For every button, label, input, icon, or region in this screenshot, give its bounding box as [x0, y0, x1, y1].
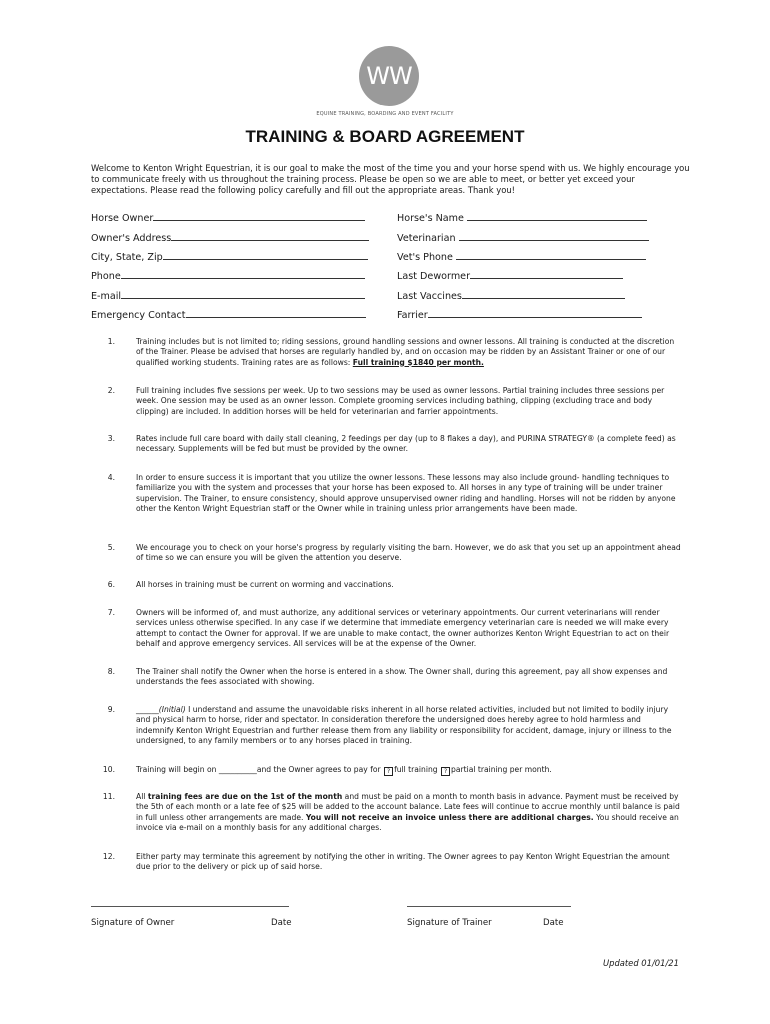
item-number: 10.	[102, 765, 115, 774]
field-veterinarian[interactable]: Veterinarian	[397, 231, 649, 244]
item-text: In order to ensure success it is important that you utilize the owner lessons. These lessons may also include ground- handling techniques to familiarize you with the system and processes that your horse has been exposed to. All horses in any type of training will be under trainer supervision. The Trainer, to ensure consistency, should approve unsupervised owner riding and handling. Horses will not be ridden by anyone other the Kenton Wright Equestrian staff or the Owner while in training unless prior arrangements have been made.	[136, 473, 676, 513]
field-city-state-zip[interactable]: City, State, Zip	[91, 250, 368, 263]
item-number: 5.	[107, 543, 115, 552]
field-horses-name[interactable]: Horse's Name	[397, 211, 647, 224]
field-last-vaccines[interactable]: Last Vaccines	[397, 289, 625, 302]
item-text: The Trainer shall notify the Owner when the horse is entered in a show. The Owner shall, during this agreement, pay all show expenses and understands the fees associated with showing.	[136, 667, 668, 687]
item-number: 3.	[107, 434, 115, 443]
full-training-checkbox[interactable]: ?	[384, 767, 393, 776]
owner-date-label: Date	[271, 918, 292, 928]
field-horse-owner[interactable]: Horse Owner	[91, 211, 365, 224]
partial-training-checkbox[interactable]: ?	[441, 767, 450, 776]
item-text: ______(Initial) I understand and assume the unavoidable risks inherent in all horse related activities, included but not limited to bodily injury and physical harm to horse, rider and spectator. In consideration therefore the undersigned does hereby agree to hold harmless and indemnify Kenton Wright Equestrian and further release them from any liability or responsibility for accident, damage, injury or illness to the undersigned, to any family members or to any horses placed in training.	[136, 705, 672, 745]
updated-date: Updated 01/01/21	[603, 958, 679, 968]
field-email[interactable]: E-mail	[91, 289, 365, 302]
logo-text: WW	[366, 62, 412, 90]
item-text: Rates include full care board with daily stall cleaning, 2 feedings per day (up to 8 flakes a day), and PURINA STRATEGY® (a complete feed) as necessary. Supplements will be fed but must be provided by the owner.	[136, 434, 676, 454]
field-last-dewormer[interactable]: Last Dewormer	[397, 269, 623, 282]
item-number: 6.	[107, 580, 115, 589]
item-number: 11.	[102, 792, 115, 801]
item-number: 2.	[107, 386, 115, 395]
item-number: 7.	[107, 608, 115, 617]
item-text: Training includes but is not limited to; riding sessions, ground handling sessions and owner lessons. All training is conducted at the discretion of the Trainer. Please be advised that horses are regularly handled by, and on occasion may be ridden by an Assistant Trainer or one of our qualified working students. Training rates are as follows: Full training $1840 per month.	[136, 337, 675, 367]
trainer-signature-label: Signature of Trainer	[407, 918, 492, 928]
item-text: Owners will be informed of, and must authorize, any additional services or veterinary appointments. Our current veterinarians will render services unless otherwise specified. In any case if we determine that immediate emergency veterinarian care is needed we will make every attempt to contact the Owner for approval. If we are unable to make contact, the owner authorizes Kenton Wright Equestrian to act on their behalf and approve emergency services. All services will be at the expense of the Owner.	[136, 608, 670, 648]
item-text: All horses in training must be current on worming and vaccinations.	[136, 580, 394, 589]
intro-paragraph: Welcome to Kenton Wright Equestrian, it is our goal to make the most of the time you and your horse spend with us. We highly encourage you to communicate freely with us throughout the training process. Please be open so we are able to meet, or better yet exceed your expectations. Please read the following policy carefully and fill out the appropriate areas. Thank you!	[91, 163, 690, 195]
item-text: All training fees are due on the 1st of the month and must be paid on a month to month basis in advance. Payment must be received by the 5th of each month or a late fee of $25 will be added to the account balance. Late fees will continue to accrue monthly until balance is paid in full unless other arrangements are made. You will not receive an invoice unless there are additional charges. You should receive an invoice via e-mail on a monthly basis for any additional charges.	[136, 792, 680, 832]
item-number: 9.	[107, 705, 115, 714]
ww-logo	[359, 46, 419, 106]
trainer-signature-line[interactable]	[407, 906, 571, 907]
initial-blank[interactable]: ______	[136, 705, 159, 714]
start-date-blank[interactable]: __________	[218, 765, 257, 774]
item-number: 4.	[107, 473, 115, 482]
full-training-rate: Full training $1840 per month.	[352, 357, 484, 367]
owner-signature-label: Signature of Owner	[91, 918, 175, 928]
item-text: Either party may terminate this agreement by notifying the other in writing. The Owner agrees to pay Kenton Wright Equestrian the amount due prior to the delivery or pick up of said horse.	[136, 852, 670, 872]
page-title: TRAINING & BOARD AGREEMENT	[245, 127, 525, 146]
item-number: 8.	[107, 667, 115, 676]
field-vets-phone[interactable]: Vet's Phone	[397, 250, 646, 263]
item-text: Full training includes five sessions per week. Up to two sessions may be used as owner lessons. Partial training includes three sessions per week. One session may be used as an owner lesson. Complete grooming services including bathing, clipping (excluding trace and body clipping) are included. In addition horses will be held for veterinarian and farrier appointments.	[136, 386, 665, 416]
item-number: 12.	[102, 852, 115, 861]
field-owners-address[interactable]: Owner's Address	[91, 231, 369, 244]
tagline: EQUINE TRAINING, BOARDING AND EVENT FACILITY	[316, 111, 454, 117]
item-number: 1.	[107, 337, 115, 346]
field-phone[interactable]: Phone	[91, 269, 365, 282]
field-farrier[interactable]: Farrier	[397, 308, 642, 321]
item-text: We encourage you to check on your horse's progress by regularly visiting the barn. However, we do ask that you set up an appointment ahead of time so we can ensure you will be given the attention you deserve.	[136, 543, 681, 563]
item-text: Training will begin on __________and the Owner agrees to pay for ? full training ? partial training per month.	[136, 765, 552, 775]
trainer-date-label: Date	[543, 918, 564, 928]
field-emergency-contact[interactable]: Emergency Contact	[91, 308, 366, 321]
owner-signature-line[interactable]	[91, 906, 289, 907]
